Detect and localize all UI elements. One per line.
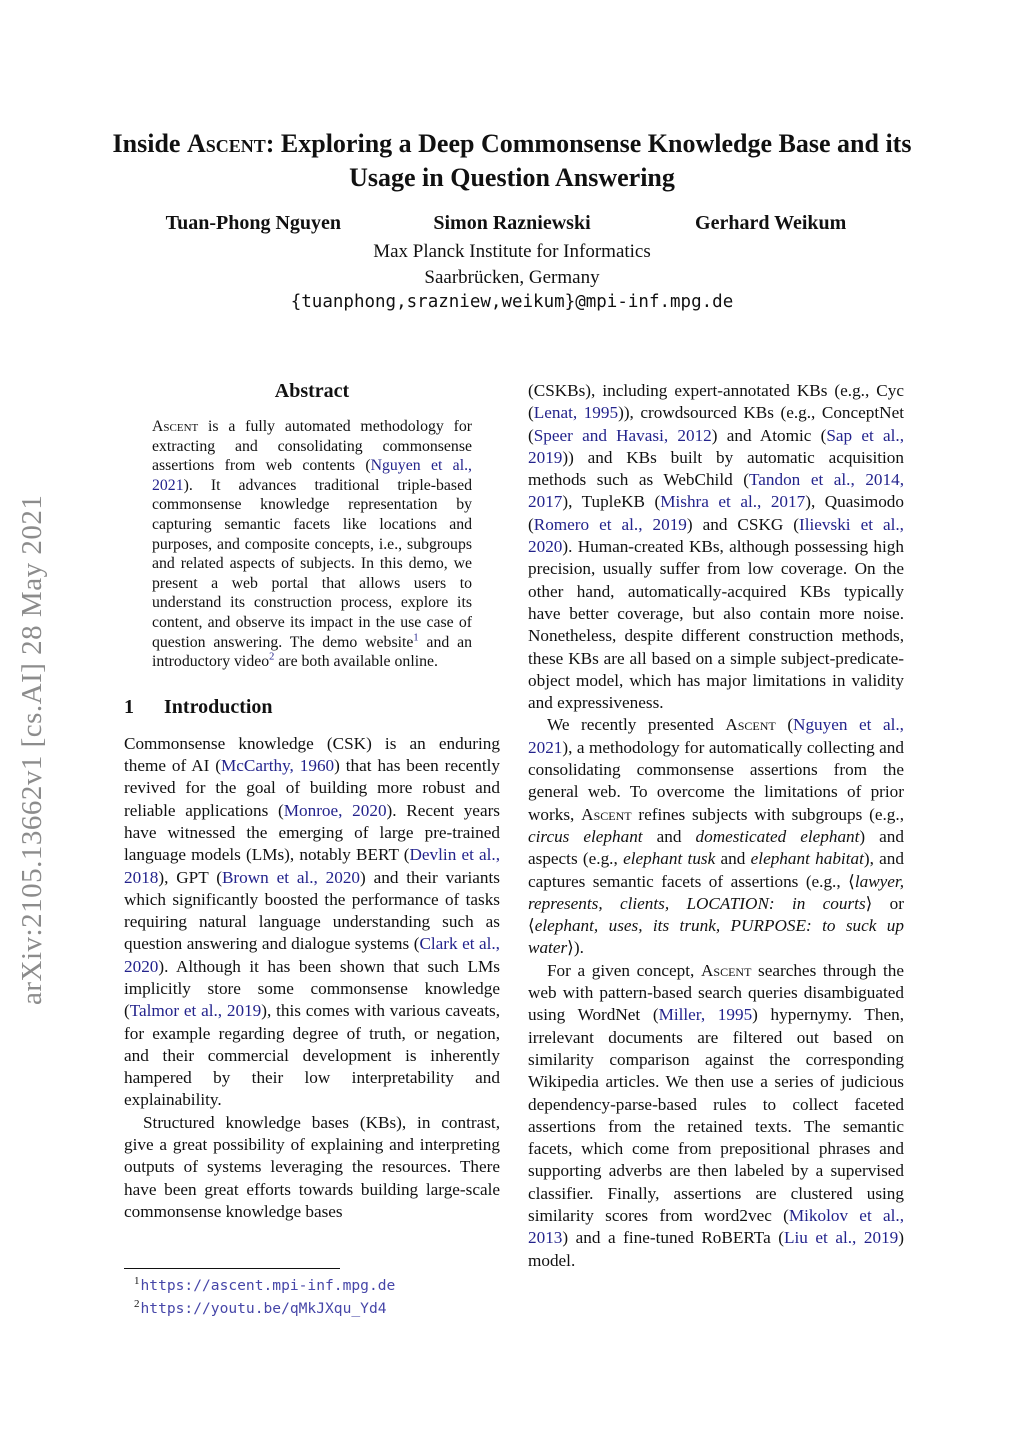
citation-link[interactable]: Romero et al., 2019 (533, 514, 687, 534)
footnote-item (124, 1297, 504, 1320)
citation-link[interactable]: Tandon et al., 2014, 2017 (528, 470, 904, 512)
citation-link[interactable]: Lenat, 1995 (533, 403, 619, 423)
paper-title-line2: Usage in Question Answering (349, 163, 675, 193)
citation-link[interactable]: Sap et al., 2019 (528, 425, 904, 467)
citation-link[interactable]: Talmor et al., 2019 (129, 1001, 262, 1021)
author-name: Simon Razniewski (433, 212, 591, 234)
citation-link[interactable]: Nguyen et al., 2021 (528, 715, 904, 757)
citation-link[interactable]: Ilievski et al., 2020 (528, 514, 904, 557)
paper-title-line1: Inside Ascent: Exploring a Deep Commonsense Knowledge Base and its (112, 129, 912, 159)
citation-link[interactable]: Clark et al., 2020 (124, 934, 500, 976)
citation-link[interactable]: Brown et al., 2020 (221, 867, 361, 887)
paragraph: Commonsense knowledge (CSK) is an enduring theme of AI (McCarthy, 1960) that has been recently revived for the goal of building more robust and reliable applications (Monroe, 2020). Recent years have witnessed the emerging of large pre-trained language models (LMs), notably BERT (Devlin et al., 2018), GPT (Brown et al., 2020) and their variants which significantly boosted the performance of tasks requiring natural language understanding such as question answering and dialogue systems (Clark et al., 2020). Although it has been shown that such LMs implicitly store some commonsense knowledge (Talmor et al., 2019), this comes with various caveats, for example regarding degree of truth, or negation, and their commercial development is inherently hampered by their low interpretability and explainability. (124, 733, 500, 1110)
citation-link[interactable]: Nguyen et al., 2021 (152, 457, 472, 494)
left-column (124, 380, 500, 1268)
citation-link[interactable]: Liu et al., 2019 (783, 1228, 899, 1248)
citation-link[interactable]: McCarthy, 1960 (220, 756, 335, 776)
citation-link[interactable]: Mikolov et al., 2013 (528, 1205, 904, 1248)
footnote-marker: 2 (134, 1298, 140, 1311)
author-row (124, 212, 900, 235)
citation-link[interactable]: Miller, 1995 (658, 1005, 753, 1025)
footnote-marker: 1 (134, 1275, 140, 1288)
citation-link[interactable]: Monroe, 2020 (283, 800, 387, 820)
arxiv-watermark: arXiv:2105.13662v1 [cs.AI] 28 May 2021 (16, 494, 48, 1006)
citation-link[interactable]: 2 (269, 651, 275, 663)
footnote-rule (124, 1268, 340, 1269)
author-name: Tuan-Phong Nguyen (165, 212, 342, 234)
citation-link[interactable]: 1 (413, 632, 419, 644)
right-column (528, 380, 904, 1328)
citation-link[interactable]: Mishra et al., 2017 (660, 492, 806, 512)
author-email: {tuanphong,srazniew,weikum}@mpi-inf.mpg.de (290, 292, 734, 312)
footnote-item (124, 1274, 504, 1297)
paragraph: (CSKBs), including expert-annotated KBs (e.g., Cyc (Lenat, 1995)), crowdsourced KBs (e.g., ConceptNet (Speer and Havasi, 2012) and Atomic (Sap et al., 2019)) and KBs built by automatic acquisition methods such as WebChild (Tandon et al., 2014, 2017), TupleKB (Mishra et al., 2017), Quasimodo (Romero et al., 2019) and CSKG (Ilievski et al., 2020). Human-created KBs, although possessing high precision, usually suffer from low coverage. On the other hand, automatically-acquired KBs typically have better coverage, but also contain more noise. Nonetheless, despite different construction methods, these KBs are all based on a simple subject-predicate-object model, which has major limitations in validity and expressiveness. (528, 381, 904, 713)
section-heading-introduction (124, 696, 500, 719)
affiliation-institute: Max Planck Institute for Informatics (373, 241, 651, 262)
paragraph: For a given concept, Ascent searches through the web with pattern-based search queries disambiguated using WordNet (Miller, 1995) hypernymy. Then, irrelevant documents are filtered out based on similarity comparison against the corresponding Wikipedia articles. We then use a series of judicious dependency-parse-based rules to collect faceted assertions from the retained texts. The semantic facets, which come from prepositional phrases and supporting adverbs are then labeled by a supervised classifier. Finally, assertions are clustered using similarity scores from word2vec (Mikolov et al., 2013) and a fine-tuned RoBERTa (Liu et al., 2019) model. (528, 960, 904, 1270)
footnote-link[interactable]: https://youtu.be/qMkJXqu_Yd4 (140, 1300, 387, 1317)
citation-link[interactable]: Devlin et al., 2018 (124, 845, 500, 887)
section-title: Introduction (164, 695, 273, 718)
author-name: Gerhard Weikum (695, 212, 847, 234)
footnote-link[interactable]: https://ascent.mpi-inf.mpg.de (140, 1277, 396, 1294)
affiliation-city: Saarbrücken, Germany (424, 267, 600, 288)
paragraph: Structured knowledge bases (KBs), in contrast, give a great possibility of explaining and interpreting outputs of systems leveraging the resources. There have been great efforts towards building large-scale commonsense knowledge bases (124, 1112, 500, 1221)
footnotes (124, 1268, 504, 1320)
citation-link[interactable]: Speer and Havasi, 2012 (533, 425, 712, 445)
section-number: 1 (124, 695, 134, 718)
abstract-heading: Abstract (274, 380, 350, 402)
paper-title (112, 127, 912, 195)
abstract-body: Ascent is a fully automated methodology for extracting and consolidating commonsense assertions from web contents (Nguyen et al., 2021). It advances traditional triple-based commonsense knowledge representation by capturing semantic facets like locations and purposes, and composite concepts, i.e., subgroups and related aspects of subjects. In this demo, we present a web portal that allows users to understand its construction process, explore its content, and observe its impact in the use case of question answering. The demo website$^1$ and an introductory video$^2$ are both available online. (152, 418, 472, 671)
paragraph: We recently presented Ascent (Nguyen et al., 2021), a methodology for automatically collecting and consolidating commonsense assertions from the general web. To overcome the limitations of prior works, Ascent refines subjects with subgroups (e.g., circus elephant and domesticated elephant) and aspects (e.g., elephant tusk and elephant habitat), and captures semantic facets of assertions (e.g., ⟨lawyer, represents, clients, LOCATION: in courts⟩ or ⟨elephant, uses, its trunk, PURPOSE: to suck up water⟩). (528, 715, 904, 958)
